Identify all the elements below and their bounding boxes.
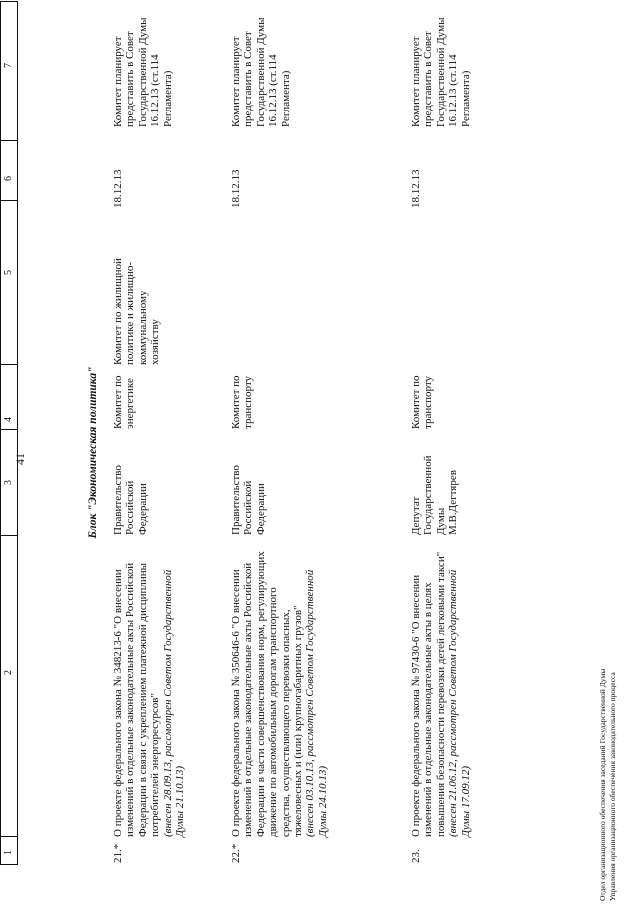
- row-22-initiator: Правительство Российской Федерации: [230, 465, 267, 535]
- column-6-header: 6: [3, 176, 14, 181]
- row-21-committee: Комитет по энергетике: [112, 375, 137, 429]
- column-3-header: 3: [3, 480, 14, 485]
- column-7-header: 7: [3, 63, 14, 68]
- row-22-committee: Комитет по транспорту: [230, 375, 255, 429]
- row-23-title-text: О проекте федерального закона № 97430-6 "О внесении изменений в отдельные законодательные акты в целях повышения безопасности перевозки детей легковыми такси": [410, 551, 447, 837]
- row-23-title: [410, 547, 472, 837]
- row-23-date: 18.12.13: [410, 169, 422, 208]
- row-23-note: (внесен 21.06.12, рассмотрен Советом Государственной Думы 17.09.12): [447, 569, 472, 837]
- row-21-note: (внесен 28.09.13, рассмотрен Советом Государственной Думы 21.10.13): [161, 569, 187, 837]
- row-22-date: 18.12.13: [230, 169, 242, 208]
- row-21-co-committee: Комитет по жилищной политике и жилищно-коммунальному хозяйству: [112, 258, 162, 365]
- row-22-number: 22.*: [230, 843, 242, 863]
- row-23-number: 23.: [410, 849, 422, 863]
- block-title: Блок "Экономическая политика": [87, 366, 99, 539]
- row-21-title-text: О проекте федерального закона № 348213-6 "О внесении изменений в отдельные законодательные акты Российской Федерации в связи с укреплением платежной дисциплины потребителей энергоресурсов": [112, 562, 162, 837]
- page-number: 41: [13, 453, 27, 465]
- row-22-title: [230, 547, 329, 837]
- row-21-title: [112, 547, 186, 837]
- footer-line-1: Отдел организационного обеспечения заседаний Государственной Думы: [598, 668, 607, 901]
- footer-line-2: Управления организационного обеспечения законодательного процесса: [608, 672, 617, 901]
- row-23-initiator: Депутат Государственной Думы М.В.Дегтярев: [410, 455, 460, 535]
- row-21-plan: Комитет планирует представить в Совет Государственной Думы 16.12.13 (ст.114 Регламента): [112, 17, 174, 127]
- row-21-initiator: Правительство Российской Федерации: [112, 465, 149, 535]
- column-2-header: 2: [3, 670, 14, 675]
- row-22-title-text: О проекте федерального закона № 350646-6 "О внесении изменений в отдельные законодательные акты Российской Федерации в части совершенствования норм, регулирующих движение по автомобильным дорогам транспортного средства, осуществляющего перевозки опасных, тяжеловесных и (или) крупногабаритных грузов": [230, 551, 305, 837]
- column-4-header: 4: [3, 417, 14, 422]
- column-header-row: [0, 1, 18, 865]
- footer: [598, 669, 618, 901]
- column-1-header: 1: [3, 850, 14, 855]
- column-5-header: 5: [3, 270, 14, 275]
- row-22-plan: Комитет планирует представить в Совет Государственной Думы 16.12.13 (ст.114 Регламента): [230, 17, 292, 127]
- row-21-number: 21.*: [112, 843, 124, 863]
- row-23-committee: Комитет по транспорту: [410, 375, 435, 429]
- row-21-date: 18.12.13: [112, 169, 124, 208]
- row-22-note: (внесен 03.10.13, рассмотрен Советом Государственной Думы 24.10.13): [304, 569, 329, 837]
- row-23-plan: Комитет планирует представить в Совет Государственной Думы 16.12.13 (ст.114 Регламента): [410, 17, 472, 127]
